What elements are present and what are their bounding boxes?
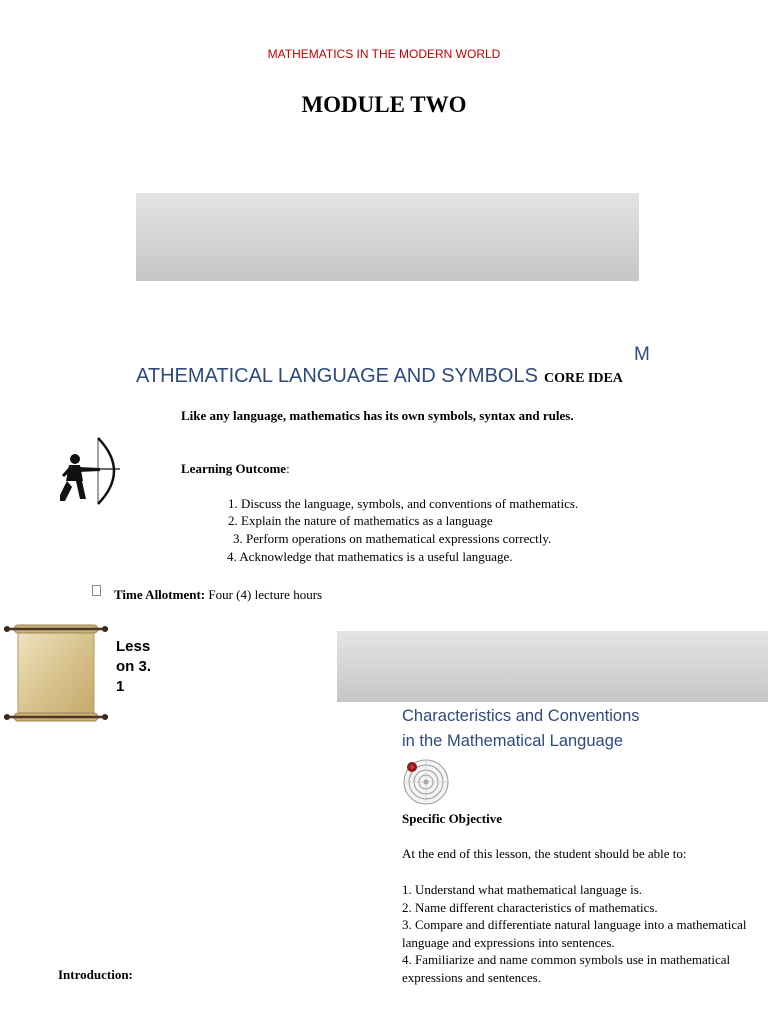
heading-initial: M bbox=[634, 344, 650, 365]
course-title: MATHEMATICS IN THE MODERN WORLD bbox=[267, 47, 501, 61]
lesson-title bbox=[402, 704, 732, 754]
objective-intro: At the end of this lesson, the student should be able to: bbox=[402, 846, 687, 861]
lesson-title-line-2: in the Mathematical Language bbox=[402, 732, 624, 750]
outcome-item-2: 2. Explain the nature of mathematics as a language bbox=[228, 513, 493, 528]
outcome-item-3: 3. Perform operations on mathematical expressions correctly. bbox=[233, 531, 552, 546]
core-idea-statement: Like any language, mathematics has its own symbols, syntax and rules. bbox=[181, 408, 574, 423]
archer-icon bbox=[58, 435, 124, 507]
objective-list bbox=[402, 881, 752, 986]
lesson-label: Lesson 3.1 bbox=[116, 638, 152, 695]
outcome-item-4: 4. Acknowledge that mathematics is a useful language. bbox=[227, 549, 513, 564]
objective-item: 2. Name different characteristics of mathematics. bbox=[402, 899, 658, 915]
core-idea-label: CORE IDEA bbox=[543, 371, 623, 386]
section-heading-text: ATHEMATICAL LANGUAGE AND SYMBOLS bbox=[136, 365, 538, 387]
introduction-label: Introduction: bbox=[58, 967, 133, 982]
checkbox-icon bbox=[92, 585, 101, 596]
objective-item: 3. Compare and differentiate natural language into a mathematical language and expressions into sentences. bbox=[402, 917, 747, 950]
module-title: MODULE TWO bbox=[301, 92, 467, 117]
learning-outcome-label: Learning Outcome: bbox=[181, 461, 290, 476]
time-allotment-value: Four (4) lecture hours bbox=[208, 587, 323, 602]
top-banner bbox=[136, 193, 639, 281]
target-icon bbox=[402, 758, 450, 806]
objective-item: 4. Familiarize and name common symbols use in mathematical expressions and sentences. bbox=[402, 952, 731, 985]
time-allotment bbox=[114, 587, 322, 603]
lesson-title-line-1: Characteristics and Conventions bbox=[402, 707, 640, 725]
specific-objective-label: Specific Objective bbox=[402, 811, 502, 826]
time-allotment-label: Time Allotment: bbox=[114, 587, 206, 602]
scroll-icon bbox=[4, 622, 108, 724]
outcome-item-1: 1. Discuss the language, symbols, and conventions of mathematics. bbox=[228, 496, 579, 511]
lesson-banner bbox=[337, 631, 768, 702]
objective-item: 1. Understand what mathematical language is. bbox=[402, 882, 643, 897]
section-heading bbox=[136, 365, 623, 388]
